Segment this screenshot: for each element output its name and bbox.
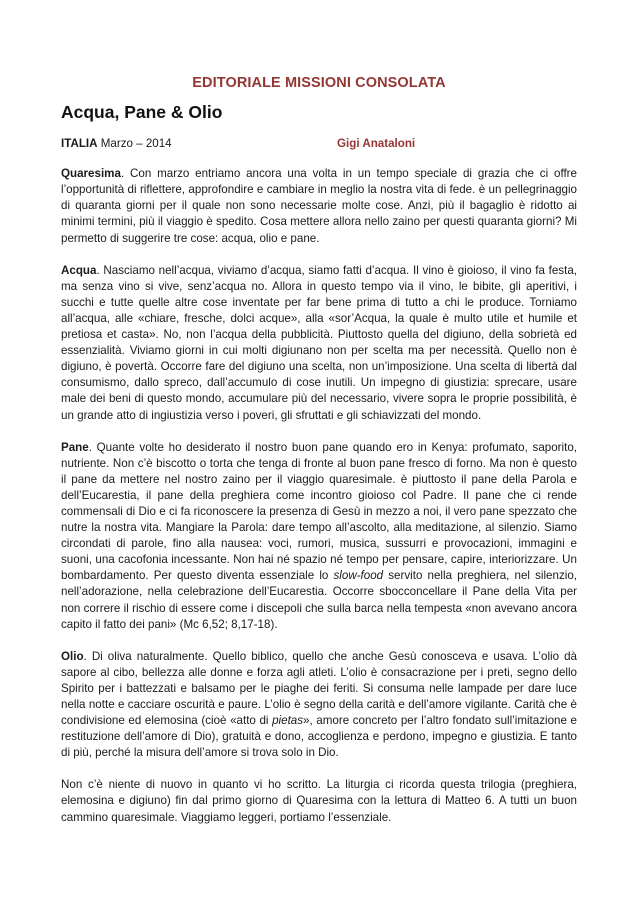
paragraph-pane (61, 440, 577, 633)
italic-term: slow-food (333, 569, 384, 583)
author-name: Gigi Anataloni (337, 137, 416, 151)
paragraph-lead: Acqua (61, 263, 97, 277)
paragraph-text: . Con marzo entriamo ancora una volta in un tempo speciale di grazia che ci offre l’opportunità di riflettere, approfondire e cambiare in meglio la nostra vita di fede. è un pellegrinaggio di quaranta giorni per il quale non sono necessarie molte cose. Anzi, più il bagaglio è ridotto ai minimi termini, più il viaggio è spedito. Cosa mettere allora nello zaino per questi quaranta giorni? Mi permetto di suggerire tre cose: acqua, olio e pane. (61, 167, 577, 245)
byline (61, 136, 577, 152)
article-title: Acqua, Pane & Olio (61, 102, 223, 123)
paragraph-quaresima (61, 166, 577, 246)
paragraph-olio (61, 649, 577, 762)
paragraph-text: . Quante volte ho desiderato il nostro buon pane quando ero in Kenya: profumato, saporito, nutriente. Non c’è biscotto o torta che tenga di fronte al buon pane fresco di forno. Ma non è questo il pane da mettere nel nostro zaino per il viaggio quaresimale. è piuttosto il pane della Parola e dell’Eucarestia, il pane della preghiera come incontro gioioso col Padre. Il pane che ci rende commensali di Dio e ci fa riconoscere la presenza di Gesù in mezzo a noi, il vero pane spezzato che nutre la nostra vita. Mangiare la Parola: dare tempo all’ascolto, alla meditazione, al silenzio. Siamo circondati di parole, fino alla nausea: voci, rumori, musica, sussurri e provocazioni, immagini e suoni, una cacofonia incessante. Non hai né spazio né tempo per pensare, capire, interiorizzare. Un bombardamento. Per questo diventa essenziale lo (61, 440, 577, 583)
paragraph-text: », amore concreto per l’altro fondato sull’imitazione e restituzione dell’amore di Dio), gratuità e dono, accoglienza e perdono, impegno e giustizia. E tanto di più, perché la misura dell’amore si trova solo in Dio. (61, 714, 577, 760)
country-label: ITALIA (61, 137, 98, 151)
document-page (61, 75, 577, 842)
italic-term: pietas (272, 714, 304, 728)
paragraph-lead: Olio (61, 649, 84, 663)
paragraph-text: . Di oliva naturalmente. Quello biblico, quello che anche Gesù conosceva e usava. L’olio dà sapore al cibo, bellezza alle donne e forza agli atleti. L’olio è consacrazione per i preti, segno dello Spirito per i battezzati e balsamo per le piaghe dei feriti. Si consuma nelle lampade per dare luce nella notte e cacciare oscurità e paure. L’olio è segno della carità e dell’amore vigilante. Carità che è condivisione ed elemosina (cioè «atto di (61, 649, 577, 728)
paragraph-text: Non c’è niente di nuovo in quanto vi ho scritto. La liturgia ci ricorda questa trilogia (preghiera, elemosina e digiuno) fin dal primo giorno di Quaresima con la lettura di Matteo 6. A tutti un buon cammino quaresimale. Viaggiamo leggeri, portiamo l’essenziale. (61, 778, 577, 824)
paragraph-text: . Nasciamo nell’acqua, viviamo d’acqua, siamo fatti d’acqua. Il vino è gioioso, il vino fa festa, ma senza vino si vive, senz’acqua no. Allora in questo tempo via il vino, le bibite, gli aperitivi, i succhi e tutte quelle altre cose inventate per far bene prima di tutto a chi le produce. Torniamo all’acqua, alle «chiare, fresche, dolci acque», alla «sor’Acqua, la quale è multo utile et humile et pretiosa et casta». No, non l’acqua della pubblicità. Piuttosto quella del digiuno, della sobrietà ed essenzialità. Viviamo giorni in cui molti digiunano non per scelta ma per necessità. Quello non è digiuno, è povertà. Occorre fare del digiuno una scelta, non un’imposizione. Una scelta di libertà dal consumismo, dallo spreco, dall’accumulo di cose inutili. Un impegno di giustizia: sprecare, usare male dei beni di questo mondo, accumulare più del necessario, vivere sopra le proprie possibilità, è un grande atto di ingiustizia verso i poveri, gli sfruttati e gli schiavizzati del mondo. (61, 263, 577, 422)
paragraph-text: servito nella preghiera, nel silenzio, nell’adorazione, nella celebrazione dell’Eucarestia. Occorre sbocconcellare il Pane della Vita per non correre il rischio di essere come i discepoli che sulla barca nella tempesta «non avevano ancora capito il fatto dei pani» (Mc 6,52; 8,17-18). (61, 569, 577, 631)
paragraph-lead: Quaresima (61, 167, 121, 181)
paragraph-conclusion (61, 777, 577, 825)
masthead: EDITORIALE MISSIONI CONSOLATA (192, 75, 446, 91)
paragraph-acqua (61, 263, 577, 424)
date-label: Marzo – 2014 (100, 137, 172, 151)
paragraph-lead: Pane (61, 440, 89, 454)
